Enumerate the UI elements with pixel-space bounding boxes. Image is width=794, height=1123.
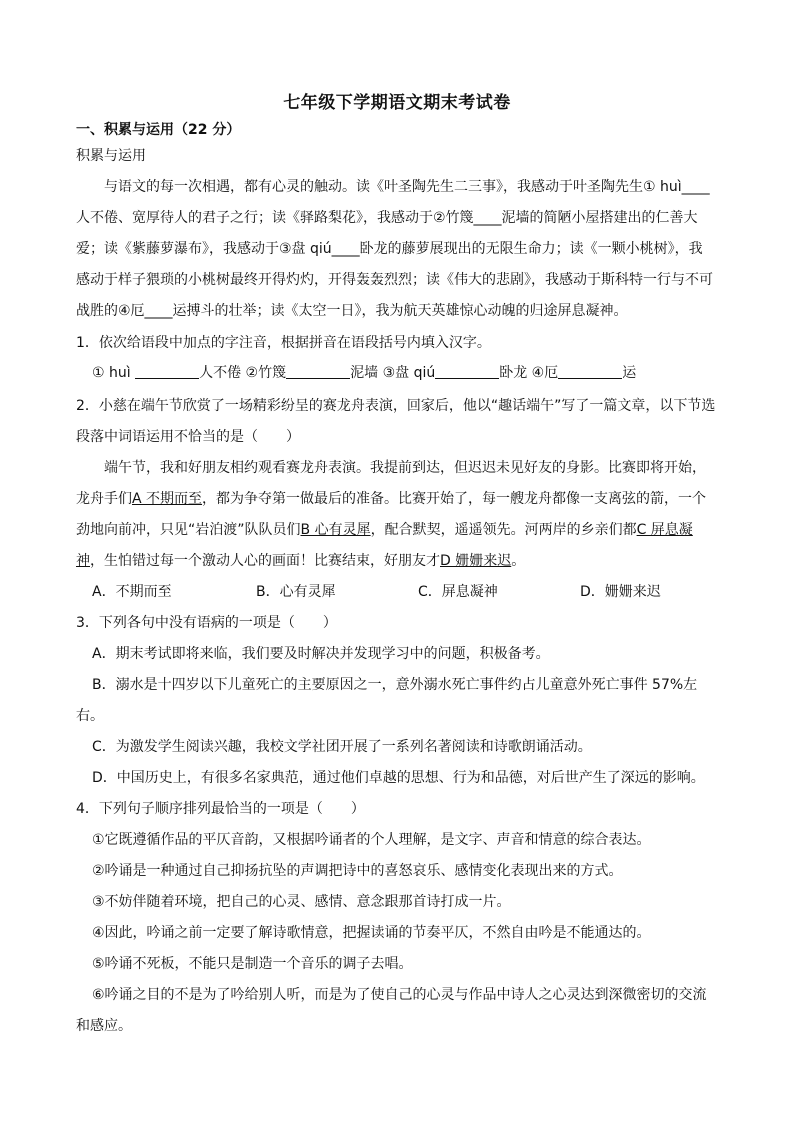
q3-option-b-cont: 右。 <box>76 708 104 724</box>
question-1-stem: 1．依次给语段中加点的字注音，根据拼音在语段括号内填入汉字。 <box>76 335 491 351</box>
q1-d-blank[interactable] <box>558 364 622 379</box>
q1-d-label: ④厄 <box>531 365 559 381</box>
q3-option-c[interactable]: C．为激发学生阅读兴趣，我校文学社团开展了一系列名著阅读和诗歌朗诵活动。 <box>92 739 592 755</box>
q3-option-a[interactable]: A．期末考试即将来临，我们要及时解决并发现学习中的问题，积极备考。 <box>92 646 550 662</box>
q1-d-suffix: 运 <box>622 365 637 381</box>
q2-option-b[interactable]: B．心有灵犀 <box>256 584 336 600</box>
q1-b-label: ②竹篾 <box>245 365 287 381</box>
q1-a-label: ① huì <box>92 365 131 381</box>
question-3-stem: 3．下列各句中没有语病的一项是（ ） <box>76 615 337 631</box>
q2-text: 龙舟手们 <box>76 491 132 507</box>
q1-c-label: ③盘 qiú <box>382 365 436 381</box>
q2-underlined-a: A 不期而至 <box>132 491 203 507</box>
q2-text: 劲地向前冲，只见“岩泊渡”队队员们 <box>76 522 301 538</box>
q2-text: ，都为争夺第一做最后的准备。比赛开始了，每一艘龙舟都像一支离弦的箭，一个 <box>202 491 707 507</box>
passage-line: 战胜的④厄____运搏斗的壮举；读《太空一日》，我为航天英雄惊心动魄的归途屏息凝神。 <box>76 303 628 319</box>
question-4-stem: 4．下列句子顺序排列最恰当的一项是（ ） <box>76 801 365 817</box>
q1-b-suffix: 泥墙 <box>350 365 379 381</box>
q1-a-suffix: 人不倦 <box>199 365 242 381</box>
passage-line: 人不倦、宽厚待人的君子之行；读《驿路梨花》，我感动于②竹篾____泥墙的简陋小屋搭建出的仁善大 <box>76 210 698 226</box>
q1-c-suffix: 卧龙 <box>499 365 528 381</box>
passage-line: 爱；读《紫藤萝瀑布》，我感动于③盘 qiú____卧龙的藤萝展现出的无限生命力；读《一颗小桃树》，我 <box>76 241 703 257</box>
q4-sentence: ②吟诵是一种通过自己抑扬抗坠的声调把诗中的喜怒哀乐、感情变化表现出来的方式。 <box>92 863 623 879</box>
q4-sentence: ⑥吟诵之目的不是为了吟给别人听，而是为了使自己的心灵与作品中诗人之心灵达到深微密切的交流 <box>92 987 707 1003</box>
q4-sentence: ④因此，吟诵之前一定要了解诗歌情意，把握读诵的节奏平仄，不然自由吟是不能通达的。 <box>92 925 651 941</box>
section-subheading: 积累与运用 <box>76 148 146 164</box>
passage-line: 感动于样子猥琐的小桃树最终开得灼灼，开得轰轰烈烈；读《伟大的悲剧》，我感动于斯科特一行与不可 <box>76 272 713 288</box>
q2-underlined-c: C 屏息凝 <box>636 522 693 538</box>
q1-c-blank[interactable] <box>435 364 499 379</box>
q2-option-c[interactable]: C．屏息凝神 <box>418 584 498 600</box>
q2-paragraph-line <box>76 489 746 509</box>
q2-paragraph-line <box>76 520 746 540</box>
q4-sentence: ①它既遵循作品的平仄音韵，又根据吟诵者的个人理解，是文字、声音和情意的综合表达。 <box>92 832 651 848</box>
q2-underlined-b: B 心有灵犀 <box>300 522 371 538</box>
q4-sentence: ③不妨伴随着环境，把自己的心灵、感情、意念跟那首诗打成一片。 <box>92 894 511 910</box>
q2-text: ，生怕错过每一个激动人心的画面！比赛结束，好朋友才 <box>90 553 440 569</box>
q4-sentence-cont: 和感应。 <box>76 1018 132 1034</box>
q1-b-blank[interactable] <box>286 364 350 379</box>
q3-option-b[interactable]: B．溺水是十四岁以下儿童死亡的主要原因之一，意外溺水死亡事件约占儿童意外死亡事件 57%左 <box>92 677 698 693</box>
question-2-stem: 段落中词语运用不恰当的是（ ） <box>76 429 300 445</box>
q2-text: ，配合默契，遥遥领先。河两岸的乡亲们都 <box>370 522 637 538</box>
question-2-stem: 2．小慈在端午节欣赏了一场精彩纷呈的赛龙舟表演，回家后，他以“趣话端午”写了一篇文章，以下节选 <box>76 398 716 414</box>
q2-underlined-c: 神 <box>76 553 90 569</box>
q2-option-d[interactable]: D．姗姗来迟 <box>580 584 661 600</box>
question-1-answers <box>92 363 746 383</box>
q2-underlined-d: D 姗姗来迟 <box>440 553 512 569</box>
q2-options <box>92 582 746 602</box>
q1-a-blank[interactable] <box>135 364 199 379</box>
q3-option-d[interactable]: D．中国历史上，有很多名家典范，通过他们卓越的思想、行为和品德，对后世产生了深远的影响。 <box>92 770 705 786</box>
q4-sentence: ⑤吟诵不死板，不能只是制造一个音乐的调子去唱。 <box>92 956 413 972</box>
page-title: 七年级下学期语文期末考试卷 <box>283 93 511 113</box>
section-heading: 一、积累与运用（22 分） <box>76 122 241 138</box>
q2-paragraph-line <box>76 551 746 571</box>
passage-line: 与语文的每一次相遇，都有心灵的触动。读《叶圣陶先生二三事》，我感动于叶圣陶先生① huì____ <box>104 179 710 195</box>
q2-text: 。 <box>511 553 526 569</box>
q2-paragraph-line: 端午节，我和好朋友相约观看赛龙舟表演。我提前到达，但迟迟未见好友的身影。比赛即将开始， <box>104 460 706 476</box>
q2-option-a[interactable]: A．不期而至 <box>92 584 172 600</box>
